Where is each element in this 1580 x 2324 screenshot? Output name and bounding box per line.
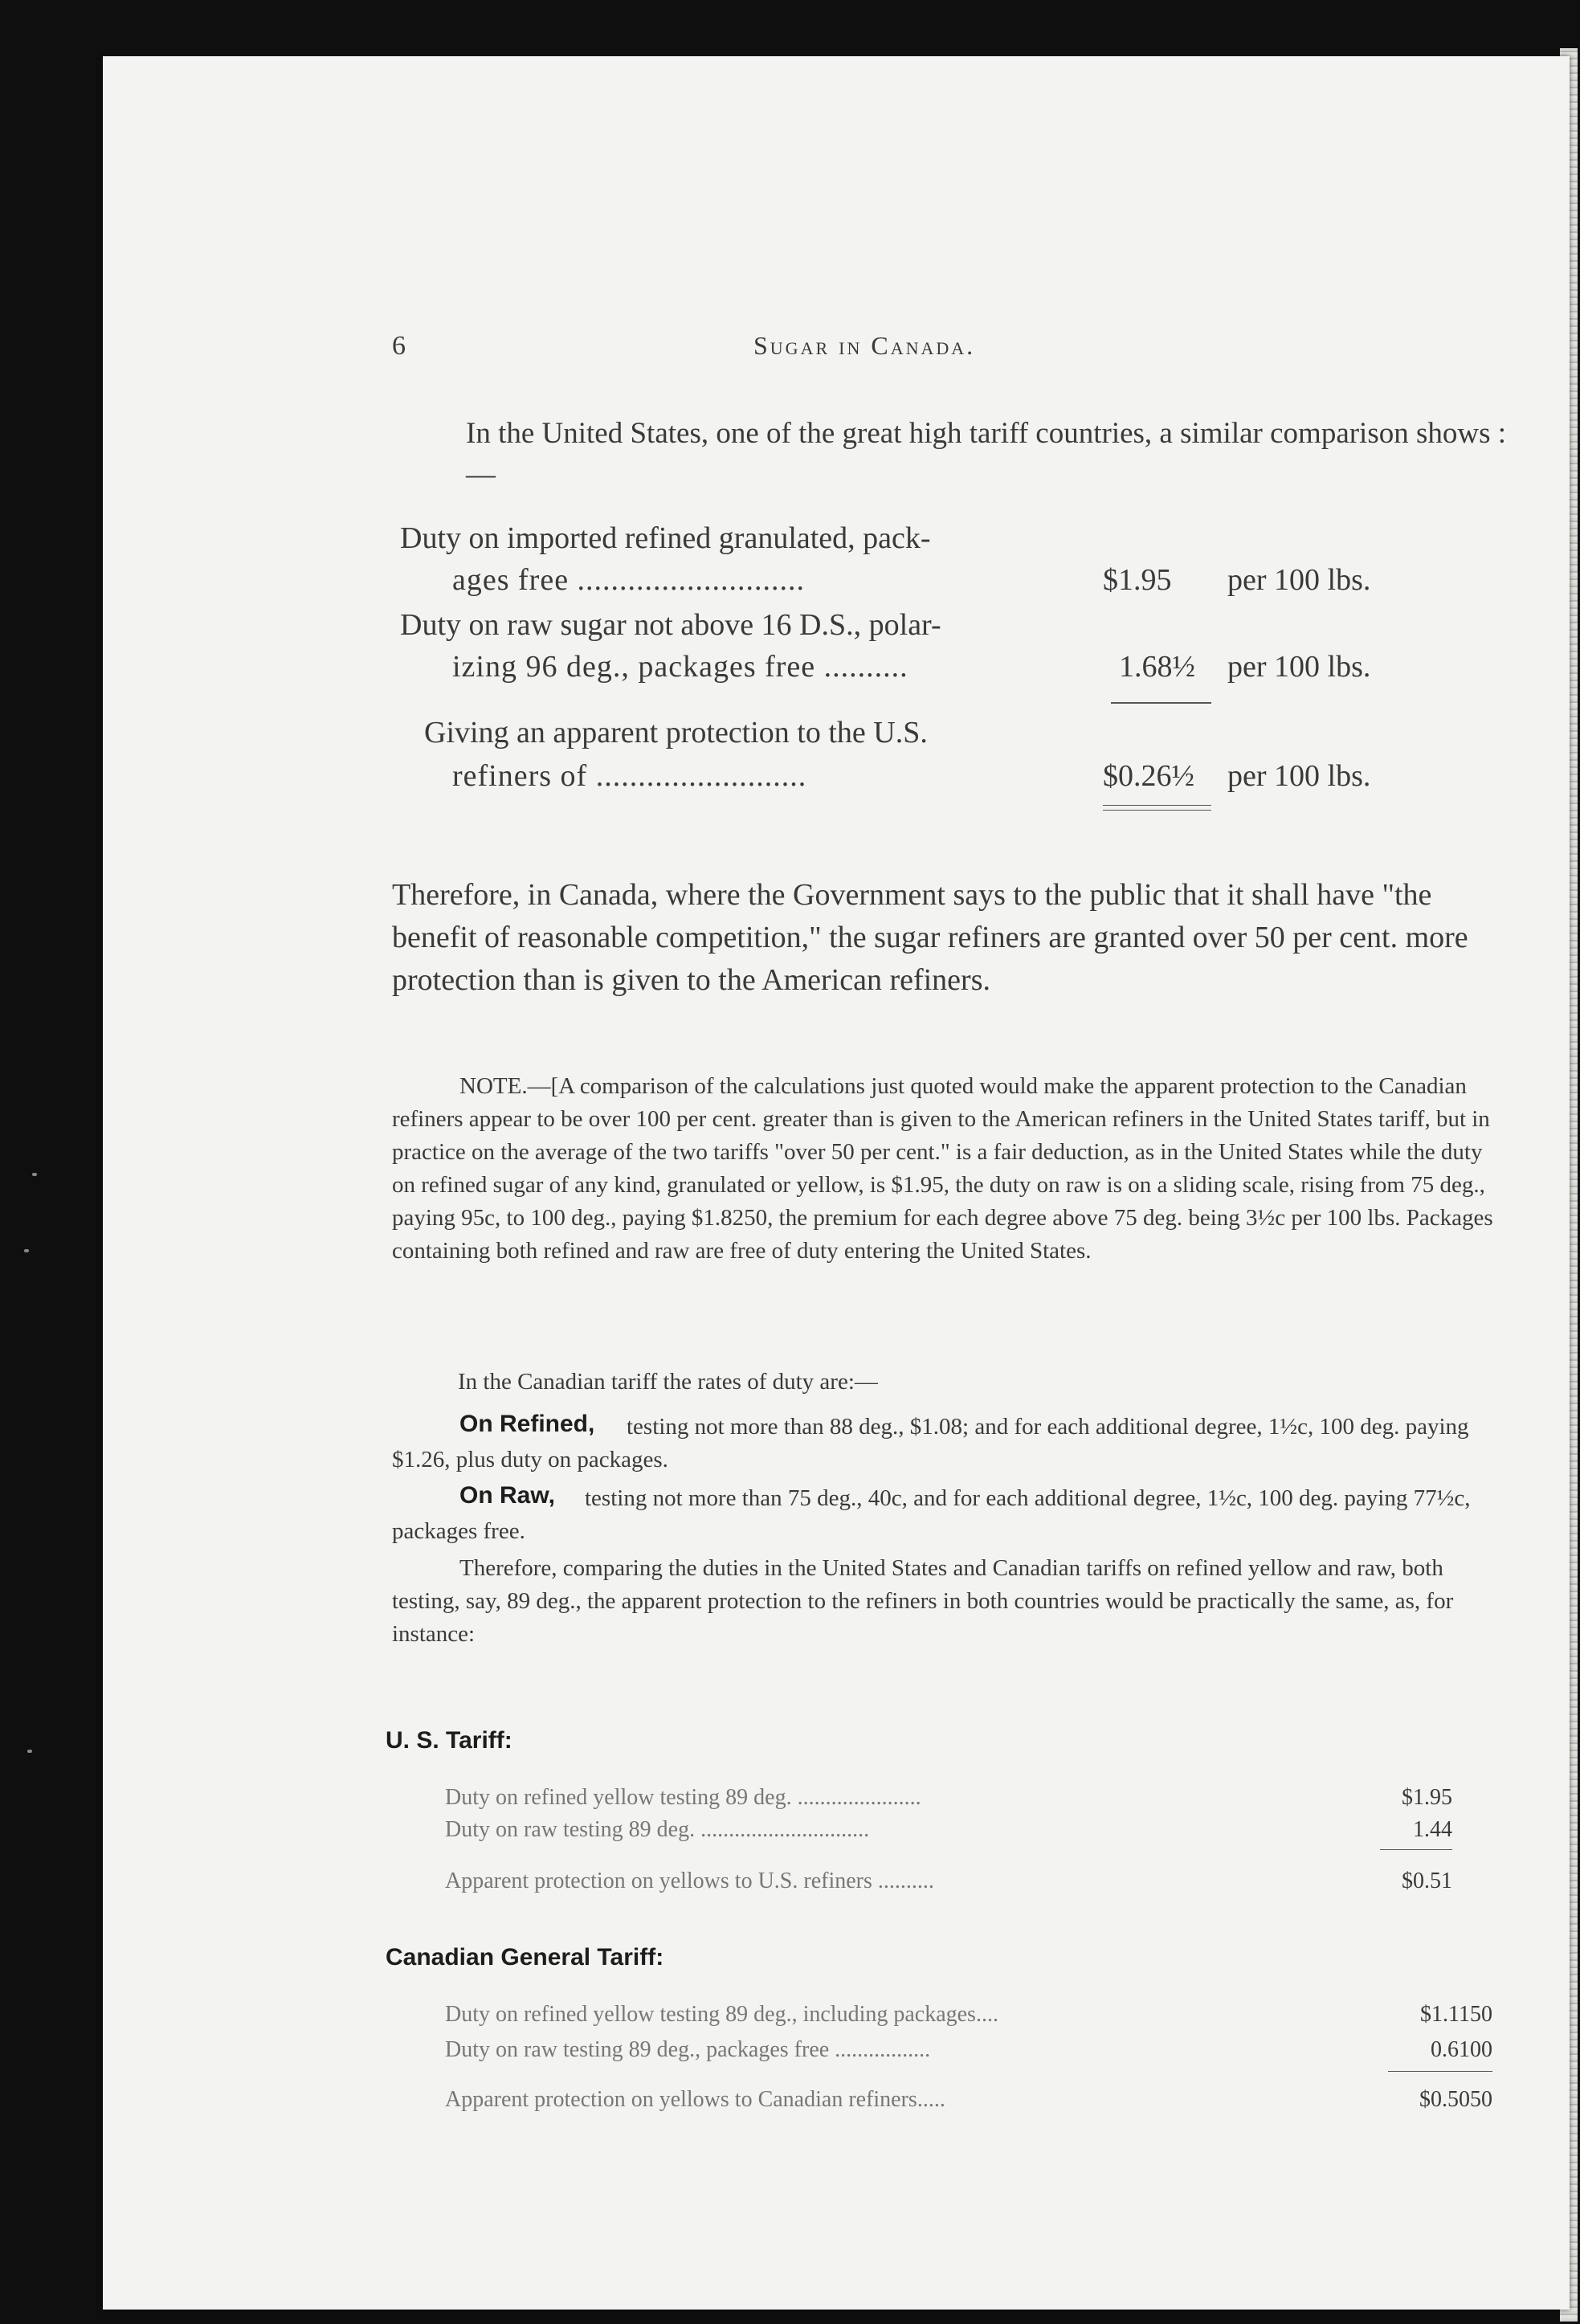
us-row-3: Apparent protection on yellows to U.S. refiners .......... — [445, 1869, 934, 1893]
raw-text: testing not more than 75 deg., 40c, and for each additional degree, 1½c, 100 deg. paying 77½c, packages free. — [392, 1485, 1471, 1544]
double-rule-bottom — [1103, 810, 1211, 811]
scan-speck — [24, 1249, 29, 1252]
note-paragraph-2: In the Canadian tariff the rates of duty are:— — [458, 1369, 878, 1395]
us-row-3-amount: $0.51 — [1402, 1869, 1452, 1893]
table-row-1-unit: per 100 lbs. — [1227, 563, 1371, 597]
intro-paragraph: In the United States, one of the great high tariff countries, a similar comparison shows :— — [466, 417, 1507, 491]
us-row-1-amount: $1.95 — [1402, 1785, 1452, 1810]
double-rule-top — [1103, 805, 1211, 806]
note-paragraph-3: Therefore, comparing the duties in the United States and Canadian tariffs on refined yellow and raw, both testing, say, 89 deg., the apparent protection to the refiners in both countries would be practically the same, as, for instance: — [392, 1555, 1454, 1647]
canadian-row-1-amount: $1.1150 — [1420, 2002, 1492, 2027]
document-page — [103, 56, 1570, 2310]
note-paragraph-1: NOTE.—[A comparison of the calculations just quoted would make the apparent protection to the Canadian refiners appear to be over 100 per cent. greater than is given to the American refiners in the United States tariff, but in practice on the average of the two tariffs "over 50 per cent." is a fair deduction, as in the United States while the duty on refined sugar of any kind, granulated or yellow, is $1.95, the duty on raw is on a sliding scale, rising from 75 deg., paying 95c, to 100 deg., paying $1.8250, the premium for each degree above 75 deg. being 3½c per 100 lbs. Packages containing both refined and raw are free of duty entering the United States. — [392, 1073, 1493, 1264]
table-row-3-amount: $0.26½ — [1103, 759, 1194, 793]
table-row-1-amount: $1.95 — [1103, 563, 1172, 597]
therefore-paragraph: Therefore, in Canada, where the Government says to the public that it shall have "the benefit of reasonable competition," the sugar refiners are granted over 50 per cent. more protection than is given to the American refiners. — [392, 878, 1468, 997]
us-row-2: Duty on raw testing 89 deg. .............................. — [445, 1817, 870, 1842]
running-head: Sugar in Canada. — [753, 331, 976, 360]
table-row-3-line-1: Giving an apparent protection to the U.S. — [424, 716, 928, 749]
canadian-row-2-amount: 0.6100 — [1431, 2037, 1492, 2062]
table-row-2-line-1: Duty on raw sugar not above 16 D.S., polar- — [400, 608, 941, 642]
table-row-3-line-2: refiners of ......................... — [452, 759, 807, 793]
scan-speck — [27, 1750, 32, 1753]
canadian-row-3-amount: $0.5050 — [1419, 2087, 1492, 2112]
table-row-1-line-2: ages free ........................... — [452, 563, 806, 597]
page-number: 6 — [392, 331, 406, 361]
page-header — [103, 331, 1570, 379]
us-row-1: Duty on refined yellow testing 89 deg. ...................... — [445, 1785, 921, 1810]
refined-label: On Refined, — [459, 1411, 595, 1437]
table-row-2-unit: per 100 lbs. — [1227, 650, 1371, 684]
us-tariff-heading: U. S. Tariff: — [386, 1727, 512, 1754]
sum-rule — [1111, 702, 1211, 704]
table-row-1-line-1: Duty on imported refined granulated, pack- — [400, 521, 931, 555]
table-row-3-unit: per 100 lbs. — [1227, 759, 1371, 793]
us-row-2-amount: 1.44 — [1413, 1817, 1452, 1842]
raw-label: On Raw, — [459, 1482, 555, 1509]
table-row-2-line-2: izing 96 deg., packages free .......... — [452, 650, 908, 684]
canadian-row-1: Duty on refined yellow testing 89 deg., including packages.... — [445, 2002, 998, 2027]
refined-text: testing not more than 88 deg., $1.08; and for each additional degree, 1½c, 100 deg. paying $1.26, plus duty on packages. — [392, 1414, 1469, 1472]
canadian-row-2: Duty on raw testing 89 deg., packages free ................. — [445, 2037, 931, 2062]
scan-speck — [32, 1173, 37, 1176]
canadian-row-3: Apparent protection on yellows to Canadian refiners..... — [445, 2087, 945, 2112]
table-row-2-amount: 1.68½ — [1119, 650, 1195, 684]
canadian-sum-rule — [1388, 2071, 1492, 2072]
canadian-tariff-heading: Canadian General Tariff: — [386, 1944, 664, 1971]
us-sum-rule — [1380, 1849, 1452, 1850]
